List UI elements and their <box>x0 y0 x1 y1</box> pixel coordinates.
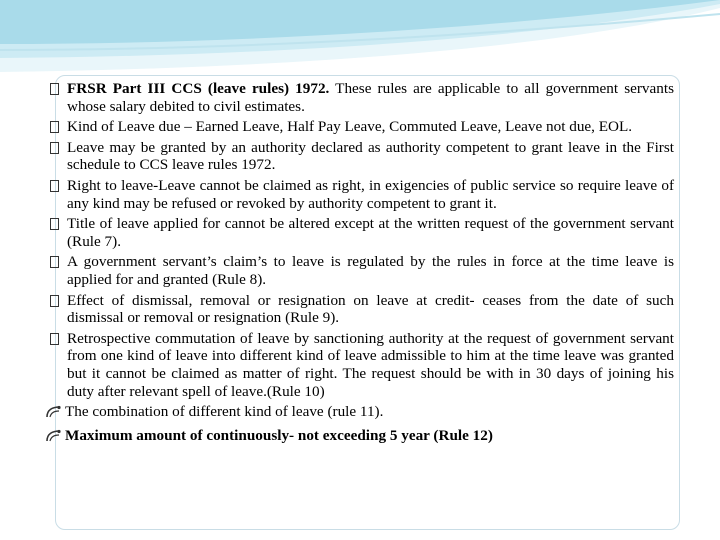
list-item-text: A government servant’s claim’s to leave is regulated by the rules in force at the time leave is applied for and granted (Rule 8). <box>67 253 674 288</box>
box-bullet-icon <box>50 256 59 268</box>
list-item <box>46 139 674 174</box>
list-item <box>46 253 674 288</box>
list-item-text: Effect of dismissal, removal or resignation on leave at credit- ceases from the date of such dismissal or removal or resignation (Rule 9). <box>67 291 674 327</box>
list-item <box>46 177 674 212</box>
box-bullet-icon <box>50 83 59 95</box>
list-item <box>46 215 674 250</box>
list-item <box>46 427 674 445</box>
header-swoosh-decoration <box>0 0 720 80</box>
box-bullet-icon <box>50 333 59 345</box>
list-item <box>46 80 674 115</box>
list-item-text: Maximum amount of continuously- not exceeding 5 year (Rule 12) <box>65 426 493 444</box>
box-bullet-icon <box>50 295 59 307</box>
round-bullet-icon <box>46 405 62 419</box>
bullet-list <box>46 80 674 450</box>
box-bullet-icon <box>50 142 59 154</box>
list-item-text: Retrospective commutation of leave by sanctioning authority at the request of government servant from one kind of leave into different kind of leave admissible to him at the time leave was granted but it cannot be claimed as matter of right. The request should be with in 30 days of joining his duty after relevant spell of leave.(Rule 10) <box>67 329 674 400</box>
list-item-text: The combination of different kind of leave (rule 11). <box>65 403 384 421</box>
list-item-text: Kind of Leave due – Earned Leave, Half Pay Leave, Commuted Leave, Leave not due, EOL. <box>67 118 633 136</box>
round-bullet-icon <box>46 429 62 443</box>
list-item <box>46 118 674 136</box>
list-item <box>46 330 674 400</box>
list-item <box>46 292 674 327</box>
list-item-body: These rules are applicable to all government servants whose salary debited to civil estimates. <box>67 80 674 115</box>
box-bullet-icon <box>50 121 59 133</box>
box-bullet-icon <box>50 218 59 230</box>
list-item-text <box>67 80 674 115</box>
list-item <box>46 403 674 421</box>
list-item-text: Right to leave-Leave cannot be claimed as right, in exigencies of public service so require leave of any kind may be refused or revoked by authority competent to grant it. <box>67 176 674 212</box>
box-bullet-icon <box>50 180 59 192</box>
list-item-text: Leave may be granted by an authority declared as authority competent to grant leave in the First schedule to CCS leave rules 1972. <box>67 138 674 174</box>
list-item-text: Title of leave applied for cannot be altered except at the written request of the government servant (Rule 7). <box>67 215 674 250</box>
list-item-lead: FRSR Part III CCS (leave rules) 1972. <box>67 80 330 97</box>
